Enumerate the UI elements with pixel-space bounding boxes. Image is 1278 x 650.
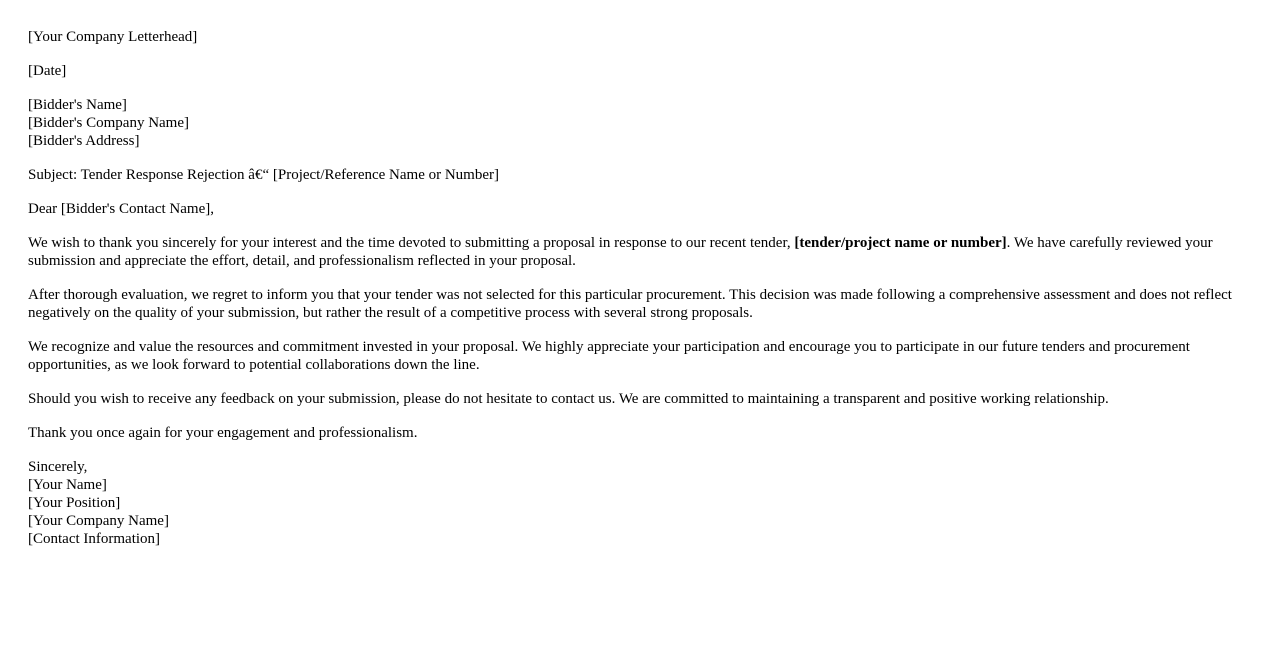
salutation: Dear [Bidder's Contact Name], <box>28 201 214 217</box>
letter-date: [Date] <box>28 63 67 79</box>
paragraph-appreciation: We recognize and value the resources and commitment invested in your proposal. We highly appreciate your participation and encourage you to participate in our future tenders and procurement opportunities, as we look forward to potential collaborations down the line. <box>28 339 1190 373</box>
paragraph-thanks-after: . We have carefully reviewed your submission and appreciate the effort, detail, and professionalism reflected in your proposal. <box>28 235 1213 269</box>
paragraph-thanks-before: We wish to thank you sincerely for your interest and the time devoted to submitting a proposal in response to our recent tender, <box>28 235 795 251</box>
tender-name-placeholder: [tender/project name or number] <box>794 235 1007 251</box>
signature-block <box>28 458 1250 548</box>
sender-contact: [Contact Information] <box>28 531 161 547</box>
sender-company: [Your Company Name] <box>28 513 169 529</box>
sender-position: [Your Position] <box>28 495 121 511</box>
recipient-block <box>28 96 1250 150</box>
paragraph-feedback: Should you wish to receive any feedback on your submission, please do not hesitate to contact us. We are committed to maintaining a transparent and positive working relationship. <box>28 391 1109 407</box>
recipient-address: [Bidder's Address] <box>28 133 140 149</box>
letterhead: [Your Company Letterhead] <box>28 29 198 45</box>
paragraph-closing-thanks: Thank you once again for your engagement and professionalism. <box>28 425 418 441</box>
subject-line: Subject: Tender Response Rejection â€“ [Project/Reference Name or Number] <box>28 167 499 183</box>
paragraph-decision: After thorough evaluation, we regret to inform you that your tender was not selected for this particular procurement. This decision was made following a comprehensive assessment and does not reflect negatively on the quality of your submission, but rather the result of a competitive process with several strong proposals. <box>28 287 1232 321</box>
letter-body <box>28 28 1250 564</box>
sender-name: [Your Name] <box>28 477 107 493</box>
signoff: Sincerely, <box>28 459 88 475</box>
paragraph-thanks <box>28 234 1250 270</box>
recipient-company: [Bidder's Company Name] <box>28 115 190 131</box>
recipient-name: [Bidder's Name] <box>28 97 127 113</box>
